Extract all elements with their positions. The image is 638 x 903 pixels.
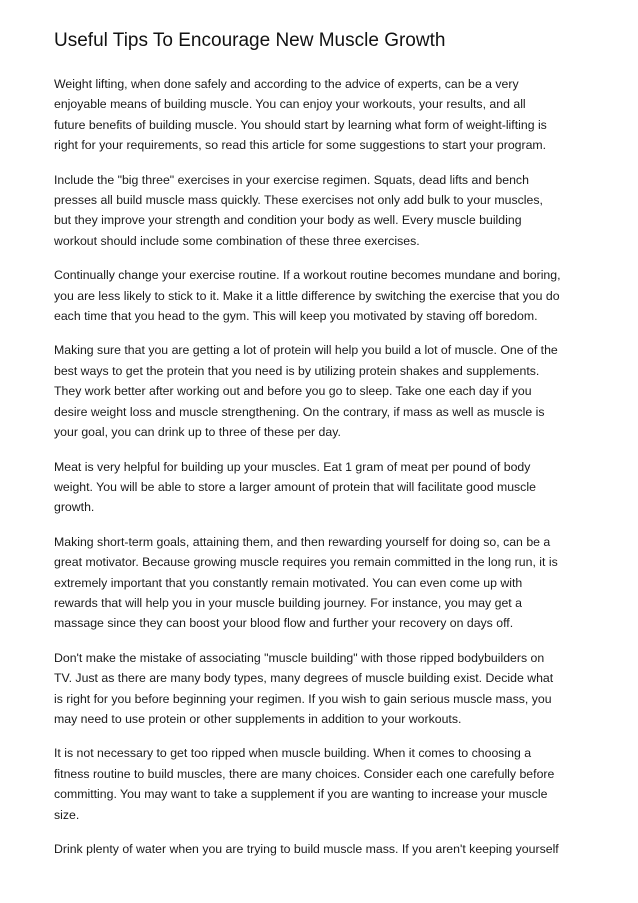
paragraph-line: workout should include some combination of these three exercises. xyxy=(54,233,420,248)
body-paragraph xyxy=(54,648,586,730)
paragraph-line: Drink plenty of water when you are trying to build muscle mass. If you aren't keeping yourself xyxy=(54,842,559,856)
paragraph-line: your goal, you can drink up to three of these per day. xyxy=(54,425,341,440)
paragraph-line: Weight lifting, when done safely and according to the advice of experts, can be a very xyxy=(54,77,519,91)
body-paragraph xyxy=(54,170,586,252)
paragraph-line: right for your requirements, so read this article for some suggestions to start your program. xyxy=(54,138,547,153)
paragraph-line: desire weight loss and muscle strengthening. On the contrary, if mass as well as muscle is xyxy=(54,404,545,419)
paragraph-line: They work better after working out and before you go to sleep. Take one each day if you xyxy=(54,384,532,399)
document-content xyxy=(54,28,586,873)
paragraph-line: extremely important that you constantly remain motivated. You can even come up with xyxy=(54,575,523,590)
paragraph-line: Include the "big three" exercises in your exercise regimen. Squats, dead lifts and bench xyxy=(54,172,529,187)
paragraph-line: TV. Just as there are many body types, many degrees of muscle building exist. Decide what xyxy=(54,671,554,686)
paragraph-line: is right for you before beginning your regimen. If you wish to gain serious muscle mass, you xyxy=(54,691,552,706)
paragraph-line: presses all build muscle mass quickly. These exercises not only add bulk to your muscles, xyxy=(54,193,543,208)
paragraph-line: weight. You will be able to store a larger amount of protein that will facilitate good muscle xyxy=(54,479,536,494)
body-paragraph xyxy=(54,457,586,518)
paragraph-line: rewards that will help you in your muscle building journey. For instance, you may get a xyxy=(54,595,522,610)
paragraph-line: Meat is very helpful for building up your muscles. Eat 1 gram of meat per pound of body xyxy=(54,459,531,474)
paragraph-line: Making sure that you are getting a lot of protein will help you build a lot of muscle. One of the xyxy=(54,343,558,358)
body-paragraph xyxy=(54,74,586,156)
paragraph-line: each time that you head to the gym. This will keep you motivated by staving off boredom. xyxy=(54,309,538,324)
paragraph-line: committing. You may want to take a supplement if you are wanting to increase your muscle xyxy=(54,787,548,802)
paragraph-line: best ways to get the protein that you need is by utilizing protein shakes and supplements. xyxy=(54,363,540,378)
paragraph-line: but they improve your strength and condition your body as well. Every muscle building xyxy=(54,213,522,228)
body-paragraph xyxy=(54,839,586,859)
paragraph-line: may need to use protein or other supplements in addition to your workouts. xyxy=(54,711,462,726)
body-paragraph xyxy=(54,532,586,634)
paragraph-line: future benefits of building muscle. You should start by learning what form of weight-lifting is xyxy=(54,117,547,132)
document-title: Useful Tips To Encourage New Muscle Growth xyxy=(54,30,446,51)
paragraph-line: growth. xyxy=(54,500,95,515)
paragraph-line: Continually change your exercise routine. If a workout routine becomes mundane and boring, xyxy=(54,268,561,283)
paragraph-line: massage since they can boost your blood flow and further your recovery on days off. xyxy=(54,616,514,631)
paragraph-line: fitness routine to build muscles, there are many choices. Consider each one carefully before xyxy=(54,766,555,781)
paragraph-line: Making short-term goals, attaining them, and then rewarding yourself for doing so, can be a xyxy=(54,534,551,549)
paragraph-line: you are less likely to stick to it. Make it a little difference by switching the exercise that you do xyxy=(54,288,560,303)
paragraph-line: It is not necessary to get too ripped when muscle building. When it comes to choosing a xyxy=(54,746,532,761)
body-paragraph xyxy=(54,265,586,326)
paragraph-line: enjoyable means of building muscle. You can enjoy your workouts, your results, and all xyxy=(54,97,526,112)
body-paragraph xyxy=(54,340,586,442)
paragraph-list xyxy=(54,74,586,859)
paragraph-line: Don't make the mistake of associating "muscle building" with those ripped bodybuilders on xyxy=(54,650,545,665)
paragraph-line: great motivator. Because growing muscle requires you remain committed in the long run, it is xyxy=(54,555,558,570)
body-paragraph xyxy=(54,743,586,825)
paragraph-line: size. xyxy=(54,807,80,822)
